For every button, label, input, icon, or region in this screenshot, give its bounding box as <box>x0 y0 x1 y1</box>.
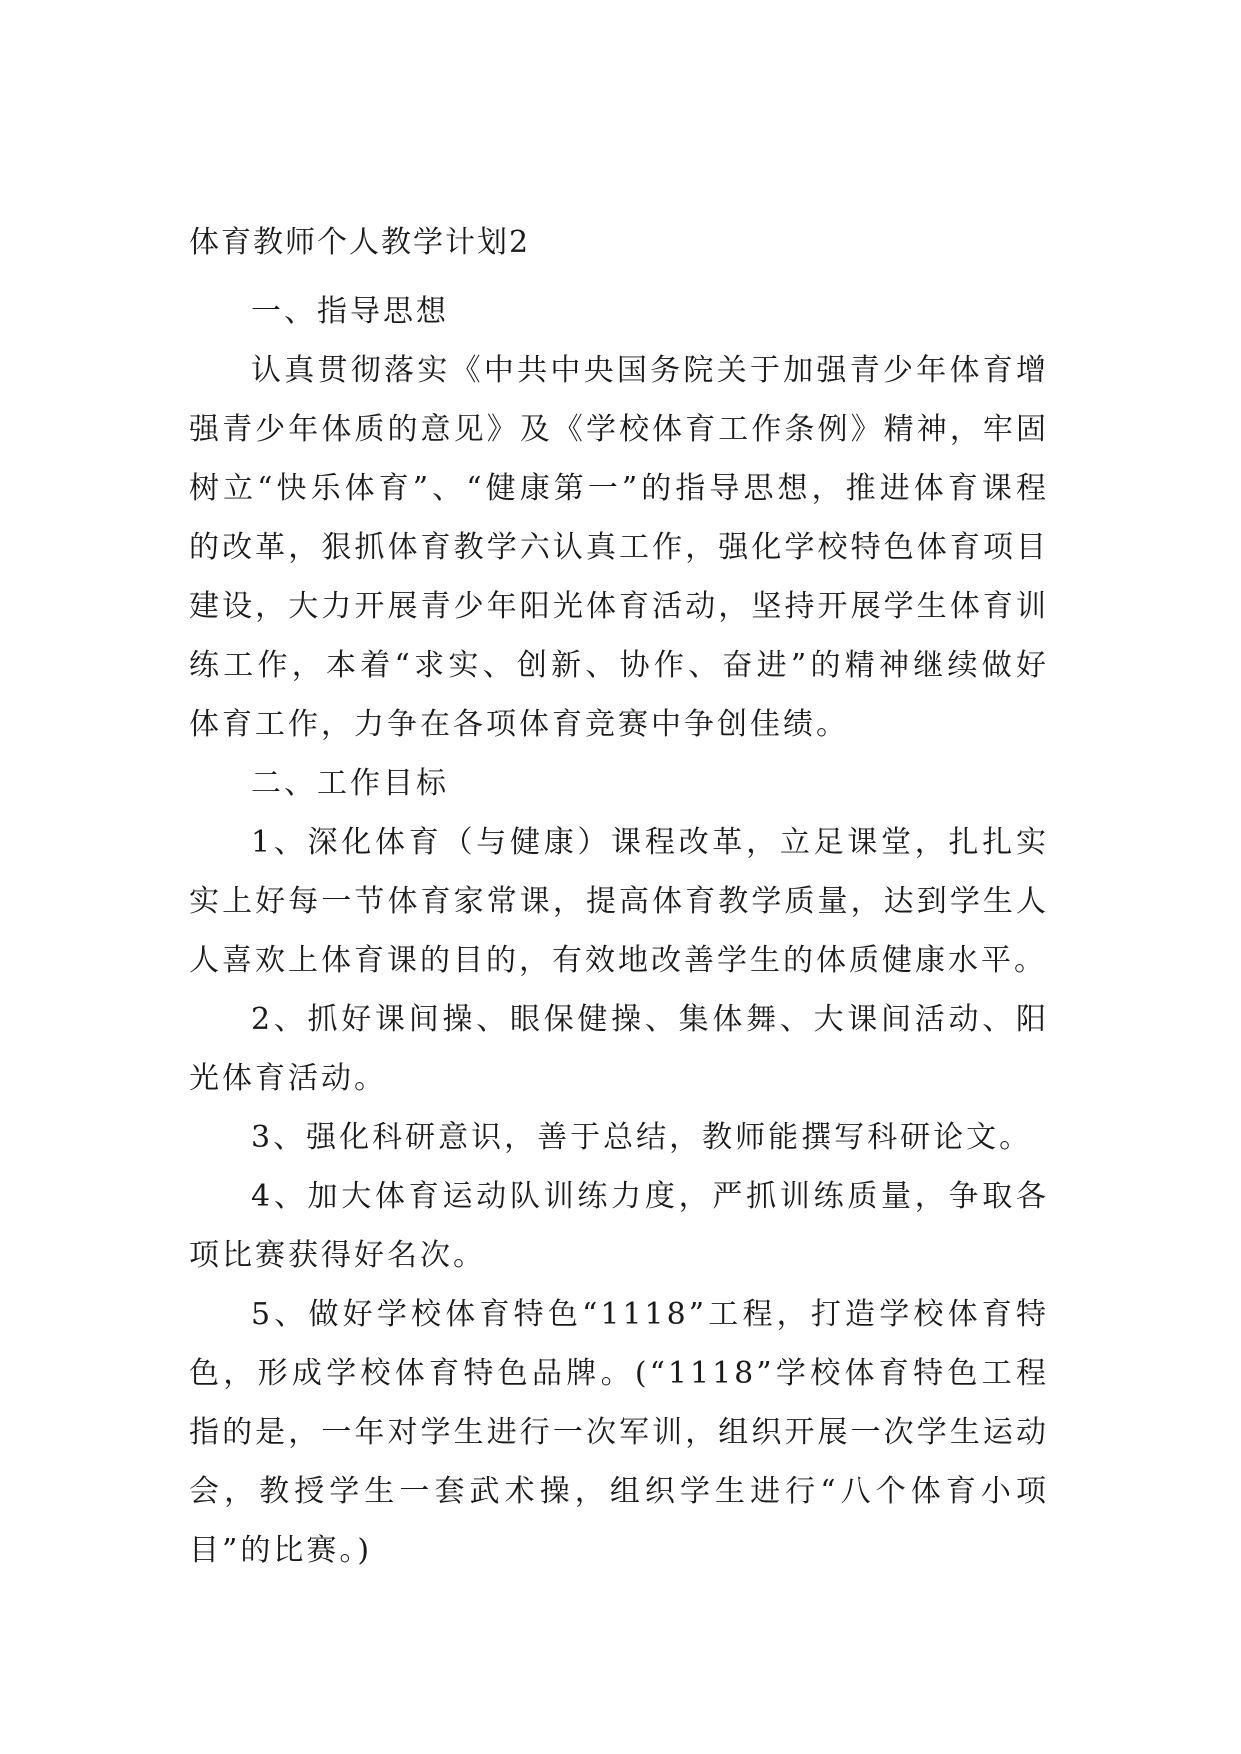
section-heading-guiding-thought: 一、指导思想 <box>251 294 449 329</box>
goal-item-1: 1、深化体育（与健康）课程改革，立足课堂，扎扎实实上好每一节体育家常课，提高体育教学质量，达到学生人人喜欢上体育课的目的，有效地改善学生的体质健康水平。 <box>189 825 1049 978</box>
section-heading-work-goals: 二、工作目标 <box>251 766 449 801</box>
goal-item-4: 4、加大体育运动队训练力度，严抓训练质量，争取各项比赛获得好名次。 <box>189 1179 1049 1273</box>
goal-item-3: 3、强化科研意识，善于总结，教师能撰写科研论文。 <box>251 1120 1033 1155</box>
document-title: 体育教师个人教学计划2 <box>189 225 531 260</box>
goal-item-5: 5、做好学校体育特色“1118”工程，打造学校体育特色，形成学校体育特色品牌。(“1118”学校体育特色工程指的是，一年对学生进行一次军训，组织开展一次学生运动会，教授学生一套武术操，组织学生进行“八个体育小项目”的比赛。) <box>189 1297 1049 1568</box>
document-page <box>189 222 1049 1580</box>
paragraph-guiding-thought: 认真贯彻落实《中共中央国务院关于加强青少年体育增强青少年体质的意见》及《学校体育工作条例》精神，牢固树立“快乐体育”、“健康第一”的指导思想，推进体育课程的改革，狠抓体育教学六认真工作，强化学校特色体育项目建设，大力开展青少年阳光体育活动，坚持开展学生体育训练工作，本着“求实、创新、协作、奋进”的精神继续做好体育工作，力争在各项体育竞赛中争创佳绩。 <box>189 353 1049 742</box>
goal-item-2: 2、抓好课间操、眼保健操、集体舞、大课间活动、阳光体育活动。 <box>189 1002 1049 1096</box>
